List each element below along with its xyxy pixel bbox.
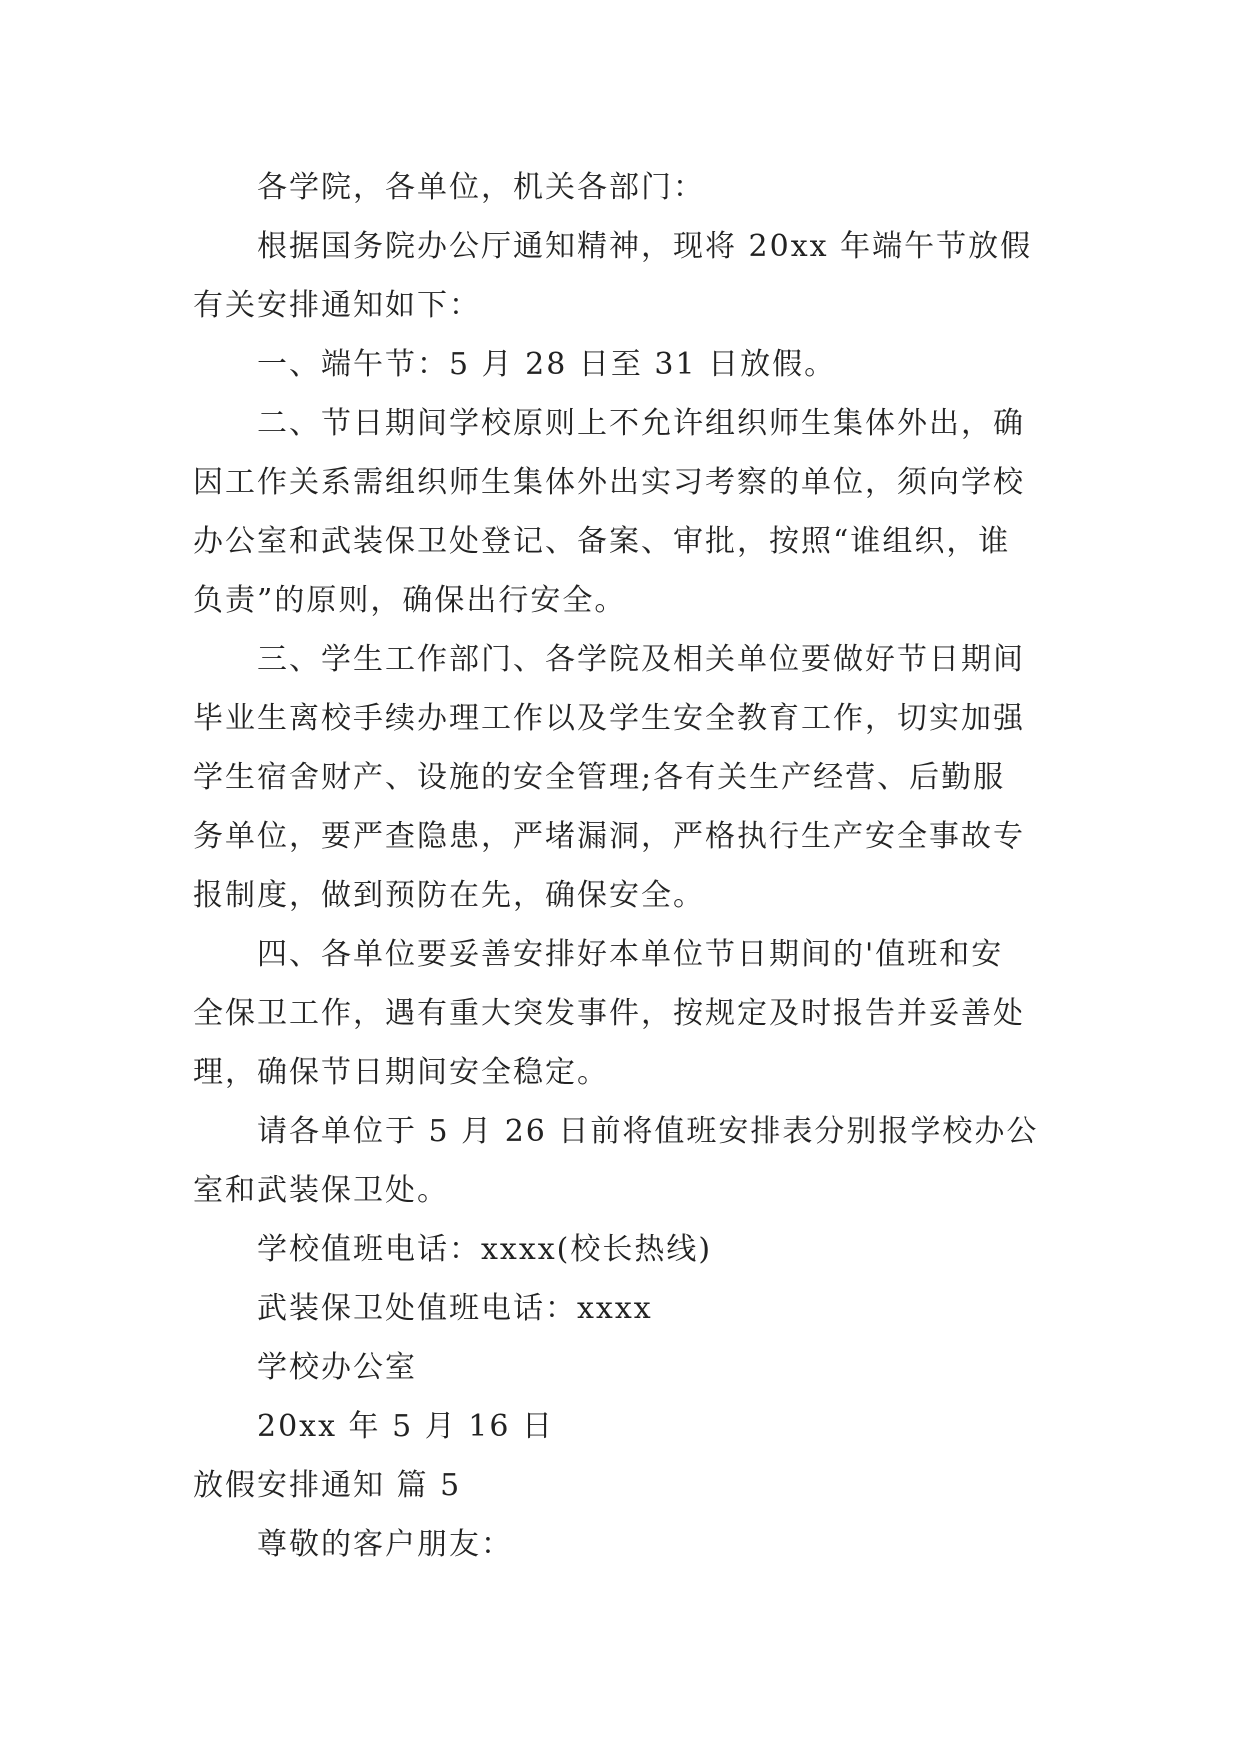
paragraph-line: 因工作关系需组织师生集体外出实习考察的单位，须向学校 (193, 465, 1025, 500)
paragraph-line: 全保卫工作，遇有重大突发事件，按规定及时报告并妥善处 (193, 996, 1025, 1031)
paragraph-line: 室和武装保卫处。 (193, 1173, 449, 1208)
signature-office: 学校办公室 (257, 1350, 417, 1385)
school-duty-phone-line: 学校值班电话：xxxx(校长热线) (257, 1232, 713, 1267)
paragraph-line: 请各单位于 5 月 26 日前将值班安排表分别报学校办公 (257, 1114, 1039, 1149)
paragraph-line: 三、学生工作部门、各学院及相关单位要做好节日期间 (257, 642, 1025, 677)
paragraph-line: 毕业生离校手续办理工作以及学生安全教育工作，切实加强 (193, 701, 1025, 736)
paragraph-line: 学生宿舍财产、设施的安全管理;各有关生产经营、后勤服 (193, 760, 1006, 795)
document-body (193, 158, 1053, 1574)
signature-date: 20xx 年 5 月 16 日 (257, 1409, 554, 1444)
section-heading: 放假安排通知 篇 5 (193, 1468, 462, 1503)
paragraph-line: 理，确保节日期间安全稳定。 (193, 1055, 609, 1090)
paragraph-line: 有关安排通知如下： (193, 288, 481, 323)
salutation-line: 尊敬的客户朋友： (257, 1527, 513, 1562)
salutation-line: 各学院，各单位，机关各部门： (257, 170, 705, 205)
security-duty-phone-line: 武装保卫处值班电话：xxxx (257, 1291, 653, 1326)
paragraph-line: 负责”的原则，确保出行安全。 (193, 583, 627, 618)
paragraph-line: 报制度，做到预防在先，确保安全。 (193, 878, 705, 913)
paragraph-line: 二、节日期间学校原则上不允许组织师生集体外出，确 (257, 406, 1025, 441)
paragraph-line: 四、各单位要妥善安排好本单位节日期间的'值班和安 (257, 937, 1004, 972)
paragraph-line: 根据国务院办公厅通知精神，现将 20xx 年端午节放假 (257, 229, 1033, 264)
paragraph-line: 务单位，要严查隐患，严堵漏洞，严格执行生产安全事故专 (193, 819, 1025, 854)
paragraph-line: 办公室和武装保卫处登记、备案、审批，按照“谁组织，谁 (193, 524, 1011, 559)
paragraph-line: 一、端午节：5 月 28 日至 31 日放假。 (257, 347, 837, 382)
